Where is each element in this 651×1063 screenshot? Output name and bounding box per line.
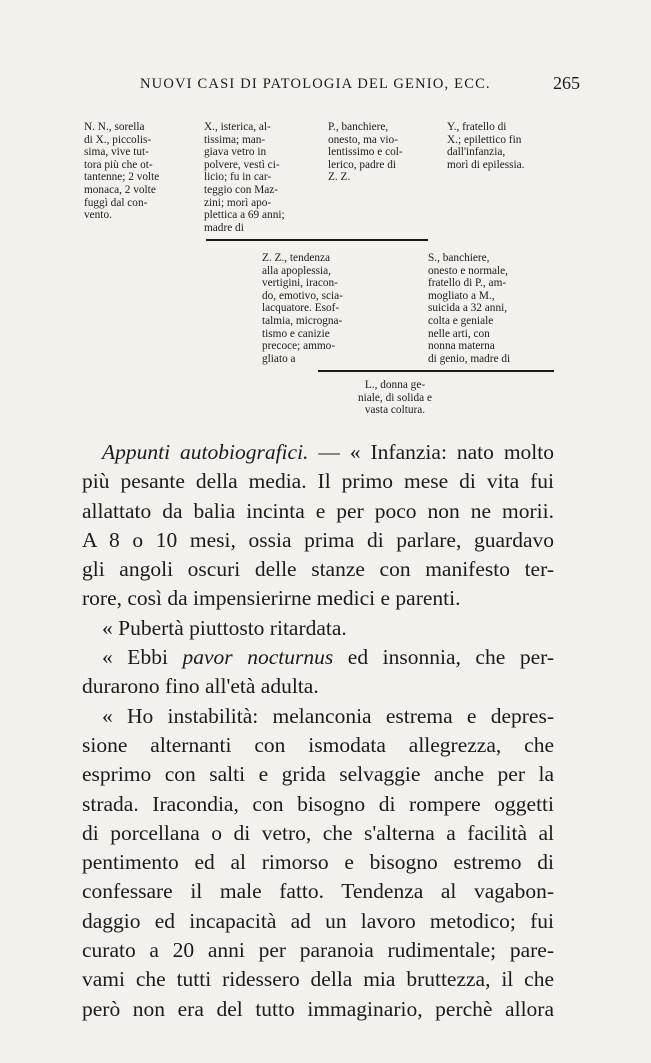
running-title: NUOVI CASI DI PATOLOGIA DEL GENIO, ECC. <box>140 76 491 92</box>
tree-node-s: S., banchiere, onesto e normale, fratello di P., am- mogliato a M., suicida a 32 anni, colta e geniale nelle arti, con nonna materna di genio, madre di <box>428 252 511 365</box>
tree-node-p: P., banchiere, onesto, ma vio- lentissimo e col- lerico, padre di Z. Z. <box>328 121 403 184</box>
paragraph-pavor: « Ebbi pavor nocturnus ed insonnia, che per- durarono fino all'età adulta. <box>82 645 555 699</box>
body-text <box>82 438 554 1024</box>
paragraph-infanzia: Appunti autobiografici. — « Infanzia: nato molto più pesante della media. Il primo mese di vita fui allattato da balia incinta e per poco non ne morii. A 8 o 10 mesi, ossia prima di parlare, guardavo gli angoli oscuri delle stanze con manifesto ter- rore, così da impensierirne medici e parenti. <box>82 440 554 611</box>
tree-node-zz: Z. Z., tendenza alla apoplessia, vertigini, iracon- do, emotivo, scia- lacquatore. Esof- talmia, microgna- tismo e canizie precoce; ammo- gliato a <box>262 252 343 365</box>
section-heading: Appunti autobiografici. <box>102 440 309 464</box>
connector-zz-s <box>318 370 554 372</box>
genealogy-tree <box>0 0 651 430</box>
tree-node-x: X., isterica, al- tissima; man- giava vetro in polvere, vestì ci- licio; fu in car- teggio con Maz- zini; morì apo- plettica a 69 anni; madre di <box>204 121 285 234</box>
connector-x-p <box>206 239 428 241</box>
paragraph-puberta: « Pubertà piuttosto ritardata. <box>102 615 347 640</box>
tree-node-y: Y., fratello di X.; epilettico fin dall'infanzia, morì di epilessia. <box>447 121 525 171</box>
paragraph-instabilita: « Ho instabilità: melanconia estrema e depres- sione alternanti con ismodata allegrezza, che esprimo con salti e grida selvaggie anche per la strada. Iracondia, con bisogno di rompere oggetti di porcellana o di vetro, che s'alterna a facilità al pentimento ed al rimorso e bisogno estremo di confessare il male fatto. Tendenza al vagabon- daggio ed incapacità ad un lavoro metodico; fui curato a 20 anni per paranoia rudimentale; pare- vami che tutti ridessero della mia bruttezza, il che però non era del tutto immaginario, perchè allora <box>82 703 554 1021</box>
tree-node-nn: N. N., sorella di X., piccolis- sima, vive tut- tora più che ot- tantenne; 2 volte monaca, 2 volte fuggì dal con- vento. <box>84 121 160 222</box>
tree-node-l: L., donna ge- niale, di solida e vasta coltura. <box>357 379 433 417</box>
page-number: 265 <box>553 73 580 93</box>
